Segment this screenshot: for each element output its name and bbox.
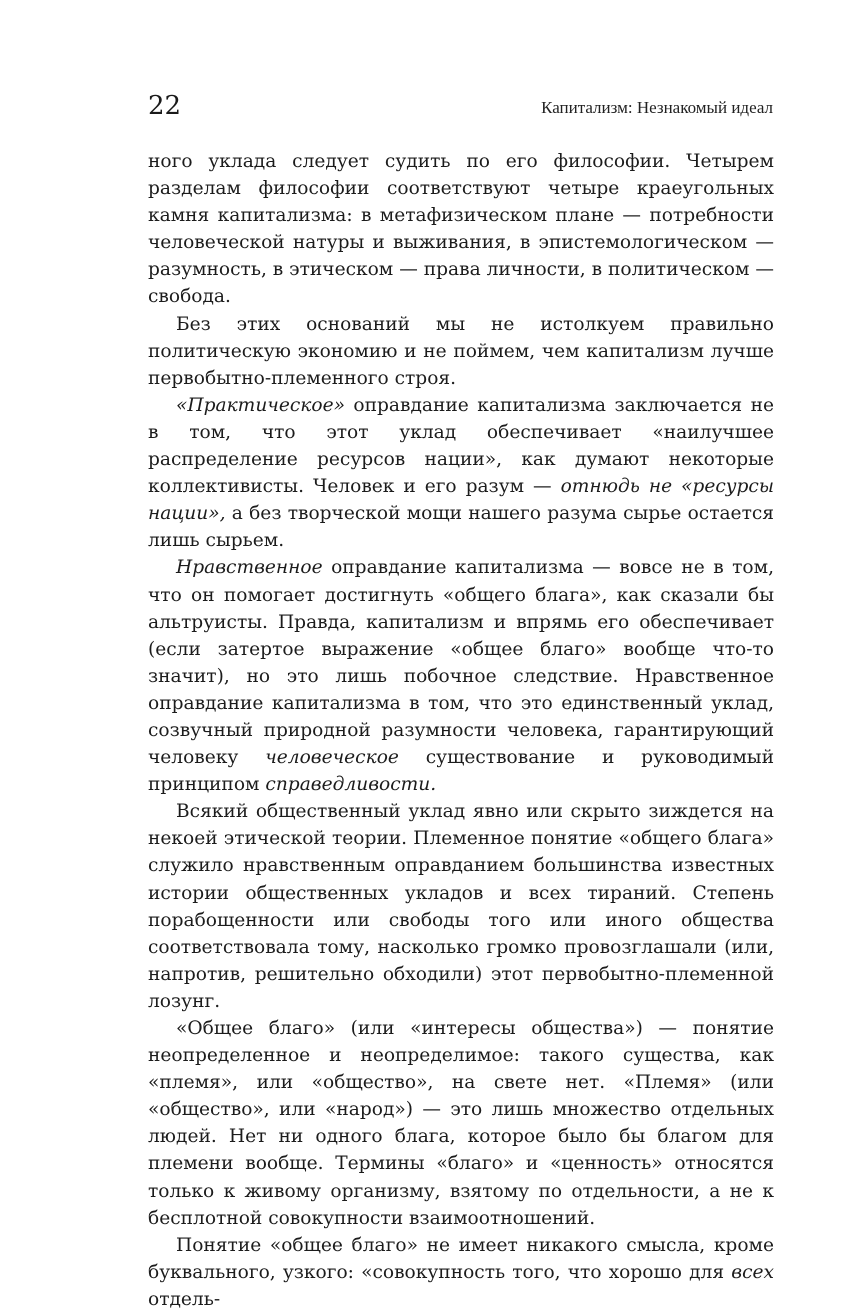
italic-phrase: справедливости.	[265, 774, 437, 796]
page-number: 22	[148, 91, 182, 121]
paragraph-7-text: Понятие «общее благо» не имеет никакого смысла, кроме буквального, узкого: «совокупность того, что хорошо для	[148, 1234, 774, 1283]
paragraph-1: ного уклада следует судить по его философии. Четырем разделам философии соответствуют четыре краеугольных камня капитализма: в метафизическом плане — потребности человеческой натуры и выживания, в эпистемологическом — разумность, в этическом — права личности, в политическом — свобода.	[148, 151, 774, 308]
paragraph-6: «Общее благо» (или «интересы общества») — понятие неопределенное и неопределимое: такого существа, как «племя», или «общество», на свете нет. «Племя» (или «общество», или «народ») — это лишь множество отдельных людей. Нет ни одного блага, которое было бы благом для племени вообще. Термины «благо» и «ценность» относятся только к живому организму, взятому по отдельности, а не к бесплотной совокупности взаимоотношений.	[148, 1018, 774, 1229]
paragraph-4-text: существование и руководимый принципом	[148, 747, 774, 796]
paragraph-4-text: оправдание капитализма — вовсе не в том, что он помогает достигнуть «общего блага», как сказали бы альтруисты. Правда, капитализм и впрямь его обеспечивает (если затертое выражение «общее благо» вообще что-то значит), но это лишь побочное следствие. Нравственное оправдание капитализма в том, что это единственный уклад, созвучный природной разумности человека, гарантирующий человеку	[148, 557, 774, 769]
paragraph-7	[148, 1232, 774, 1313]
paragraph-2: Без этих оснований мы не истолкуем правильно политическую экономию и не поймем, чем капитализм лучше первобытно-племенного строя.	[148, 313, 774, 389]
italic-phrase: «Практическое»	[176, 394, 345, 416]
paragraph-5: Всякий общественный уклад явно или скрыто зиждется на некоей этической теории. Племенное понятие «общего блага» служило нравственным оправданием большинства известных истории общественных укладов и всех тираний. Степень порабощенности или свободы того или иного общества соответствовала тому, насколько громко провозглашали (или, напротив, решительно обходили) этот первобытно-племенной лозунг.	[148, 801, 774, 1012]
italic-phrase: Нравственное	[176, 557, 323, 579]
running-title: Капитализм: Незнакомый идеал	[541, 98, 773, 117]
body-text	[148, 148, 774, 1313]
paragraph-3-text: а без творческой мощи нашего разума сырье остается лишь сырьем.	[148, 503, 774, 552]
paragraph-3	[148, 392, 774, 555]
italic-phrase: всех	[731, 1261, 774, 1283]
italic-phrase: человеческое	[265, 747, 399, 769]
paragraph-3-text: оправдание капитализма заключается не в том, что этот уклад обеспечивает «наилучшее распределение ресурсов нации», как думают некоторые коллективисты. Человек и его разум —	[148, 394, 774, 498]
paragraph-7-text: отдель-	[148, 1288, 221, 1310]
italic-phrase: отнюдь не «ресурсы нации»,	[148, 476, 774, 525]
paragraph-4	[148, 554, 774, 798]
